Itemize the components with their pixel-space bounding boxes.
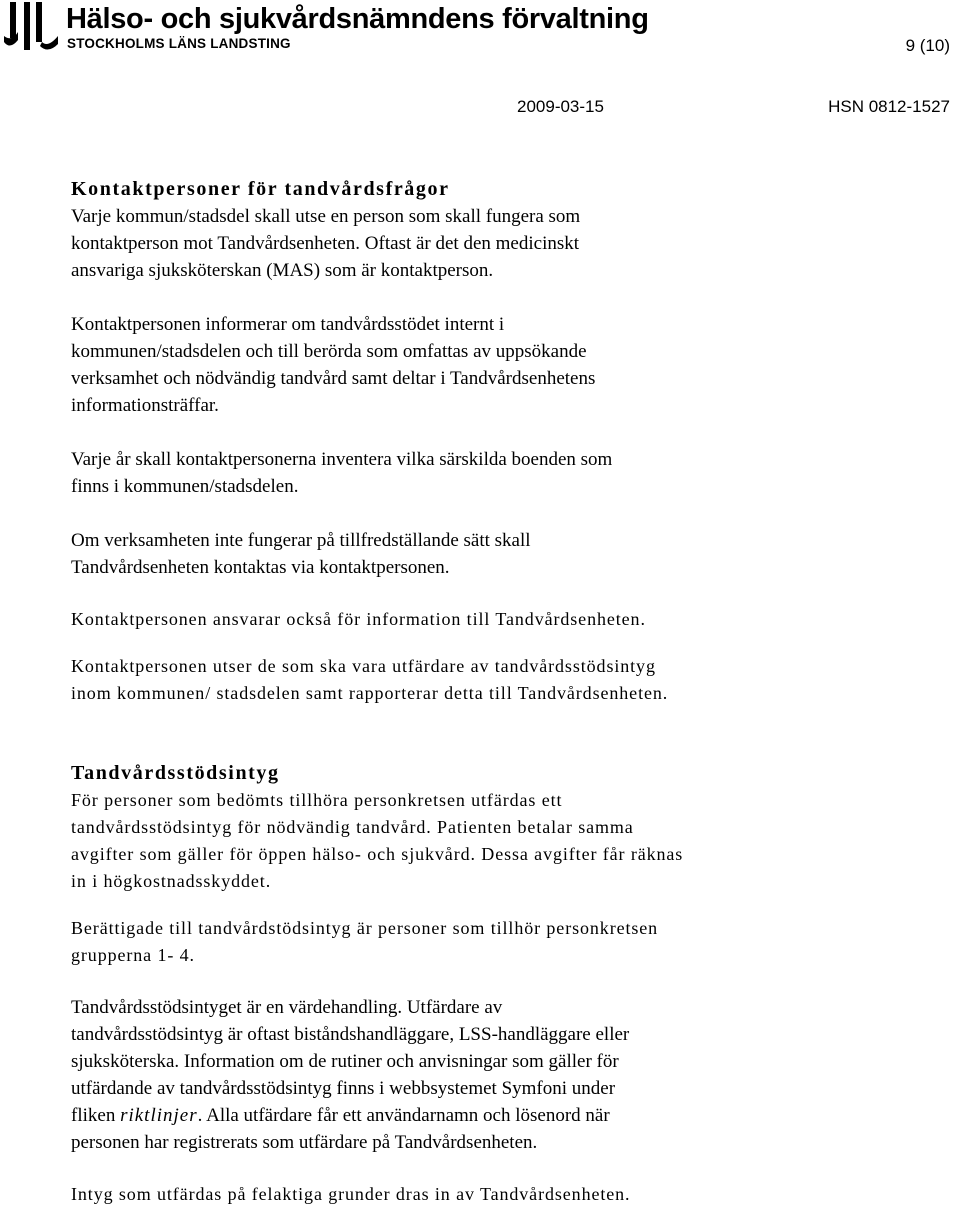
text-line: kontaktperson mot Tandvårdsenheten. Oftast är det den medicinskt <box>71 233 580 254</box>
text-line: Varje år skall kontaktpersonerna inventera vilka särskilda boenden som <box>71 449 613 470</box>
text-line: Berättigade till tandvårdstödsintyg är personer som tillhör personkretsen <box>71 918 659 938</box>
text-line: Kontaktpersonen utser de som ska vara utfärdare av tandvårdsstödsintyg <box>71 656 656 676</box>
text-line: inom kommunen/ stadsdelen samt rapporterar detta till Tandvårdsenheten. <box>71 683 669 703</box>
paragraph <box>71 446 771 500</box>
text-line: tandvårdsstödsintyg för nödvändig tandvård. Patienten betalar samma <box>71 817 634 837</box>
stockholms-lans-landsting-logo-icon <box>4 2 58 50</box>
paragraph <box>71 653 771 707</box>
text-line: finns i kommunen/stadsdelen. <box>71 476 299 497</box>
text-line: Kontaktpersonen informerar om tandvårdsstödet internt i <box>71 314 505 335</box>
paragraph <box>71 915 771 969</box>
organization-name: Hälso- och sjukvårdsnämndens förvaltning <box>66 3 649 35</box>
document-reference: HSN 0812-1527 <box>828 97 950 116</box>
text-line: Kontaktpersonen ansvarar också för information till Tandvårdsenheten. <box>71 609 646 629</box>
text-line: För personer som bedömts tillhöra personkretsen utfärdas ett <box>71 790 563 810</box>
text-line: personen har registrerats som utfärdare på Tandvårdsenheten. <box>71 1132 538 1153</box>
section-heading-tandvardsstodsintyg: Tandvårdsstödsintyg <box>71 762 280 784</box>
text-line: Tandvårdsenheten kontaktas via kontaktpersonen. <box>71 557 450 578</box>
text-line <box>71 1102 771 1129</box>
text-line: Om verksamheten inte fungerar på tillfredställande sätt skall <box>71 530 531 551</box>
document-header <box>0 0 960 116</box>
paragraph <box>71 311 771 419</box>
text-line: in i högkostnadsskyddet. <box>71 871 272 891</box>
document-date: 2009-03-15 <box>517 97 604 116</box>
page-number: 9 (10) <box>905 36 950 55</box>
text-line: kommunen/stadsdelen och till berörda som omfattas av uppsökande <box>71 341 587 362</box>
text-line: Tandvårdsstödsintyget är en värdehandling. Utfärdare av <box>71 997 503 1018</box>
text-line: verksamhet och nödvändig tandvård samt deltar i Tandvårdsenhetens <box>71 368 596 389</box>
paragraph <box>71 787 771 895</box>
text-fragment: fliken <box>71 1105 121 1126</box>
text-fragment: . Alla utfärdare får ett användarnamn och lösenord när <box>197 1105 610 1126</box>
paragraph <box>71 203 771 284</box>
paragraph <box>71 1181 771 1208</box>
italic-term-riktlinjer: riktlinjer <box>120 1105 198 1126</box>
document-body <box>71 175 771 1208</box>
text-line: Varje kommun/stadsdel skall utse en person som skall fungera som <box>71 206 581 227</box>
organization-subtitle: STOCKHOLMS LÄNS LANDSTING <box>67 36 291 51</box>
text-line: ansvariga sjuksköterskan (MAS) som är kontaktperson. <box>71 260 494 281</box>
text-line: informationsträffar. <box>71 395 219 416</box>
section-heading-kontaktpersoner: Kontaktpersoner för tandvårdsfrågor <box>71 178 450 200</box>
paragraph <box>71 994 771 1156</box>
paragraph <box>71 527 771 581</box>
text-line: sjuksköterska. Information om de rutiner och anvisningar som gäller för <box>71 1051 619 1072</box>
text-line: avgifter som gäller för öppen hälso- och sjukvård. Dessa avgifter får räknas <box>71 844 684 864</box>
text-line: Intyg som utfärdas på felaktiga grunder dras in av Tandvårdsenheten. <box>71 1184 631 1204</box>
paragraph <box>71 606 771 633</box>
text-line: utfärdande av tandvårdsstödsintyg finns i webbsystemet Symfoni under <box>71 1078 616 1099</box>
text-line: grupperna 1- 4. <box>71 945 195 965</box>
text-line: tandvårdsstödsintyg är oftast biståndshandläggare, LSS-handläggare eller <box>71 1024 630 1045</box>
